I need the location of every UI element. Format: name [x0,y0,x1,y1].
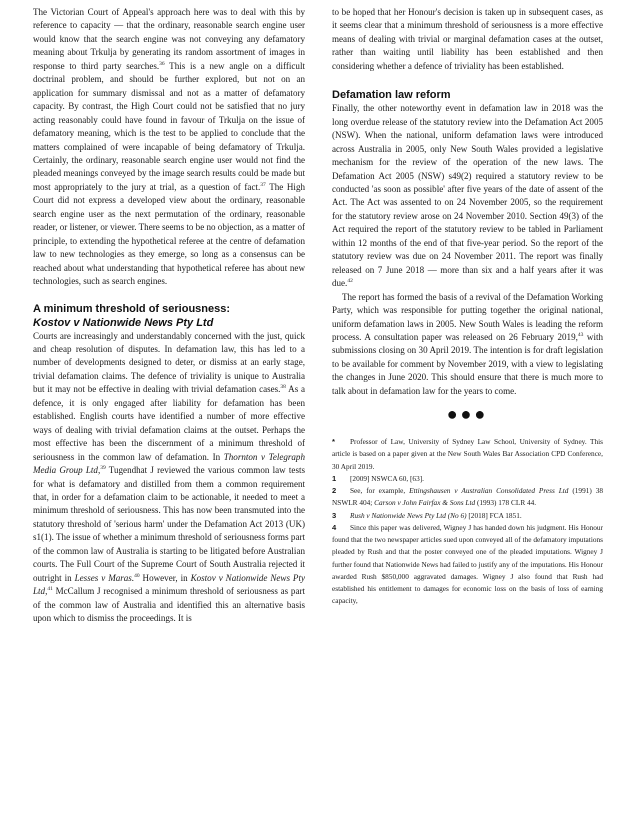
footnote-number: 2 [332,486,337,496]
footnotes [332,436,603,608]
right-column [332,6,603,608]
footnote-number: 4 [332,522,337,532]
footnote-ref[interactable]: 38 [280,384,286,391]
footnote-ref[interactable]: 41 [47,586,53,593]
case-name: Lesses v Maras. [74,572,135,583]
footnote-star: * Professor of Law, University of Sydney Law School, University of Sydney. This article is based on a paper given at the New South Wales Bar Association CPD Conference, 30 April 2019. [332,437,603,471]
footnote-ref[interactable]: 36 [159,60,165,67]
section-heading-reform: Defamation law reform [332,89,451,102]
footnote-number: 3 [332,510,337,520]
footnote-4: 4 Since this paper was delivered, Wigney J has handed down his judgment. His Honour found that the two newspaper articles sued upon conveyed all of the defamatory imputations pleaded by Rush and that the poster conveyed one of the pleaded imputations. Wigney J further found that Nationwide News had failed to justify any of the imputations. His Honour awarded Rush $850,000 aggravated damages. Wigney J also found that Rush had established his entitlement to damages for economic loss on the basis of loss of earning capacity, [332,522,603,606]
body-paragraph: The report has formed the basis of a revival of the Defamation Working Party, which was responsible for putting together the original national, uniform defamation laws in 2005. New South Wales is leading the reform process. A consultation paper was released on 26 February 2019,43 with submissions closing on 30 April 2019. The intention is for draft legislation to be available for comment by November 2019, with a view to legislating the changes in June 2020. This should ensure that there is much more to talk about in defamation law for the years to come. [332,291,603,396]
footnote-ref[interactable]: 37 [260,181,266,188]
footnote-number: 1 [332,473,337,483]
footnote-3: 3 Rush v Nationwide News Pty Ltd (No 6) [2018] FCA 1851. [332,510,603,522]
footnote-ref[interactable]: 42 [347,278,353,285]
case-name: Ettingshausen v Australian Consolidated Press Ltd [409,486,569,496]
case-name: Carson v John Fairfax & Sons Ltd [374,498,476,508]
section-heading-threshold: A minimum threshold of seriousness: Kostov v Nationwide News Pty Ltd [33,302,305,330]
footnote-marker: * [332,437,335,447]
body-paragraph: The Victorian Court of Appeal's approach here was to deal with this by reference to capacity — that the ordinary, reasonable search engine user would know that the search engine was not conveying any defamatory meaning about Trkulja by generating its random assortment of images in response to third party searches.$^{36}$ This is a new angle on a difficult doctrinal problem, and should be further explored, but not on an application for summary dismissal and not as a matter of defamatory capacity. By contrast, the High Court could not be satisfied that no jury acting reasonably could have found in favour of Trkulja on the issue of defamatory meaning, which is the test to be applied to conclude that the matters complained of were incapable of being defamatory of Trkulja. Certainly, the ordinary, reasonable search engine user would not find the pleaded meanings conveyed by the image search results could be made but most appropriately to the jury at trial, as a question of fact.$^{37}$ The High Court did not express a developed view about the ordinary, reasonable search engine user as the next permutation of the ordinary, reasonable reader, or listener, or viewer. There seems to be no objection, as a matter of principle, to extending the hypothetical referee at the centre of defamation law to new technologies as they emerge, so long as a consensus can be reached about what understanding that hypothetical referee has about new technologies, such as search engines. [33,7,305,287]
body-paragraph: Courts are increasingly and understandably concerned with the just, quick and cheap resolution of disputes. In defamation law, this has led to a number of developments designed to deter, or dismiss at an early stage, trivial defamation claims. The defence of triviality is unique to Australia but it may not be effective in dealing with trivial defamation cases.$^{38}$ As a defence, it is only engaged after liability for defamation has been established. English courts have identified a number of more effective ways of dealing with trivial defamation claims at the outset. Perhaps the most effective has been the discernment of a minimum threshold of seriousness in the common law of defamation. In Thornton v Telegraph Media Group Ltd,$^{39}$ Tugendhat J reviewed the various common law tests for what is defamatory and distilled from them a common requirement that, in order for a defamation claim to be actionable, it needed to meet a minimum threshold of seriousness. This has now been transmuted into the statutory threshold of 'serious harm' under the Defamation Act 2013 (UK) s1(1). The issue of whether a minimum threshold of seriousness forms part of the common law of Australia is starting to be litigated before Australian courts. The Full Court of the Supreme Court of South Australia rejected it outright in Lesses v Maras.$^{40}$ However, in Kostov v Nationwide News Pty Ltd,$^{41}$ McCallum J recognised a minimum threshold of seriousness as part of the common law of Australia and identified this an alternative basis upon which to dismiss the proceedings. It is [33,330,305,624]
case-name: Rush v Nationwide News Pty Ltd (No 6) [350,510,467,520]
left-column [33,6,305,625]
case-name: Kostov v Nationwide News Pty Ltd, [33,572,305,597]
body-paragraph: Finally, the other noteworthy event in defamation law in 2018 was the long overdue release of the statutory review into the Defamation Act 2005 (NSW). When the national, uniform defamation laws were introduced across Australia in 2005, only New South Wales provided a legislative mechanism for the review of the operation of the new laws. The Defamation Act 2005 (NSW) s49(2) required a statutory review to be conducted 'as soon as possible' after five years of the date of assent of the Act. The Act was assented to on 24 November 2005, so the requirement for the statutory review arose on 24 November 2010. Section 49(3) of the Act required the report of the statutory review to be tabled in Parliament within 12 months of the end of that five-year period. So the report of the statutory review was due on 24 November 2011. The report was finally released on 7 June 2018 — more than six and a half years after it was due.$^{42}$ [332,103,603,289]
footnote-ref[interactable]: 39 [100,465,106,472]
section-separator: ●●● [446,404,489,425]
footnote-ref[interactable]: 40 [134,572,140,579]
footnote-1: 1 [2009] NSWCA 60, [63]. [332,473,603,485]
section-subheading-case: Kostov v Nationwide News Pty Ltd [33,316,214,329]
body-paragraph: to be hoped that her Honour's decision is taken up in subsequent cases, as it seems clear that a minimum threshold of seriousness is a more effective means of dealing with trivial or marginal defamation cases at the outset, rather than waiting until liability has been established and then considering whether a defence of triviality has been established. [332,7,603,71]
footnote-2: 2 See, for example, Ettingshausen v Australian Consolidated Press Ltd (1991) 38 NSWLR 404; Carson v John Fairfax & Sons Ltd (1993) 178 CLR 44. [332,486,603,508]
footnote-ref[interactable]: 43 [577,331,584,338]
case-name: Thornton v Telegraph Media Group Ltd, [33,451,305,476]
